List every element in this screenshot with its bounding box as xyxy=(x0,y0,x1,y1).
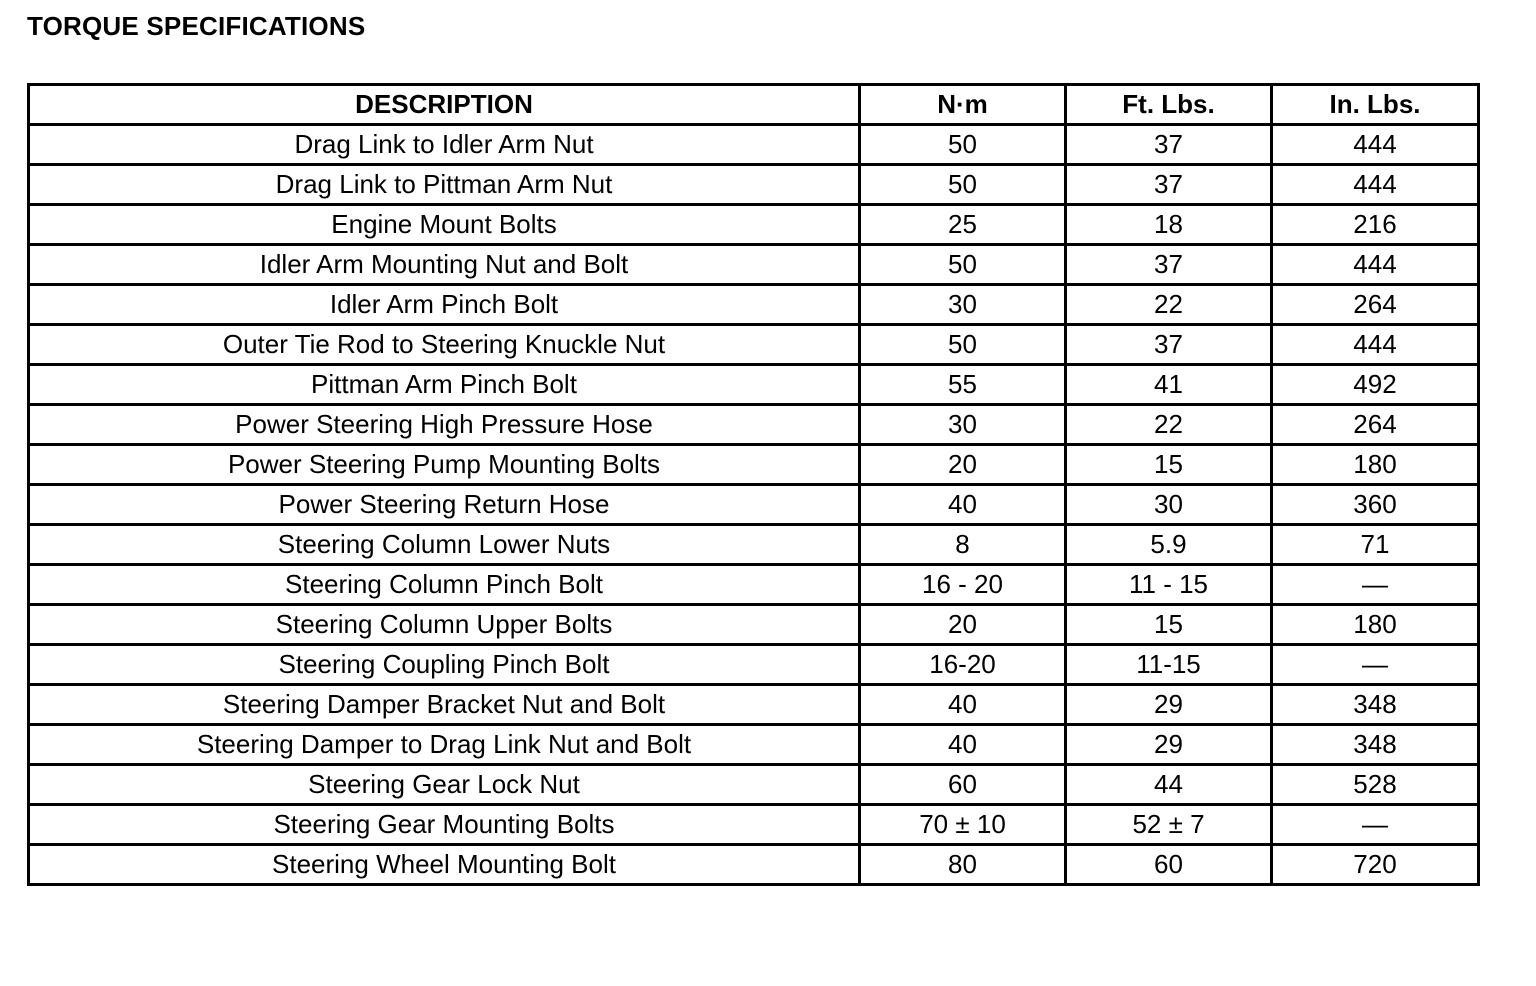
description-cell: Power Steering High Pressure Hose xyxy=(29,405,860,445)
description-cell: Power Steering Return Hose xyxy=(29,485,860,525)
in-lbs-cell: — xyxy=(1272,805,1479,845)
in-lbs-cell: 444 xyxy=(1272,245,1479,285)
ft-lbs-cell: 29 xyxy=(1066,725,1272,765)
description-cell: Idler Arm Pinch Bolt xyxy=(29,285,860,325)
nm-cell: 50 xyxy=(860,165,1066,205)
table-row xyxy=(29,245,1479,285)
in-lbs-cell: 348 xyxy=(1272,725,1479,765)
table-row xyxy=(29,645,1479,685)
ft-lbs-cell: 37 xyxy=(1066,125,1272,165)
description-cell: Steering Coupling Pinch Bolt xyxy=(29,645,860,685)
nm-cell: 50 xyxy=(860,245,1066,285)
torque-spec-table xyxy=(27,83,1480,886)
ft-lbs-cell: 30 xyxy=(1066,485,1272,525)
table-body xyxy=(29,125,1479,885)
table-row xyxy=(29,525,1479,565)
description-cell: Power Steering Pump Mounting Bolts xyxy=(29,445,860,485)
description-cell: Engine Mount Bolts xyxy=(29,205,860,245)
nm-cell: 80 xyxy=(860,845,1066,885)
ft-lbs-cell: 41 xyxy=(1066,365,1272,405)
nm-cell: 30 xyxy=(860,405,1066,445)
description-cell: Steering Wheel Mounting Bolt xyxy=(29,845,860,885)
table-row xyxy=(29,365,1479,405)
in-lbs-cell: 264 xyxy=(1272,285,1479,325)
nm-cell: 40 xyxy=(860,685,1066,725)
in-lbs-cell: 348 xyxy=(1272,685,1479,725)
column-header-nm: N·m xyxy=(860,85,1066,125)
nm-cell: 50 xyxy=(860,125,1066,165)
in-lbs-cell: — xyxy=(1272,565,1479,605)
table-row xyxy=(29,565,1479,605)
table-header-row xyxy=(29,85,1479,125)
nm-cell: 30 xyxy=(860,285,1066,325)
ft-lbs-cell: 11-15 xyxy=(1066,645,1272,685)
nm-cell: 20 xyxy=(860,445,1066,485)
table-row xyxy=(29,125,1479,165)
description-cell: Steering Gear Mounting Bolts xyxy=(29,805,860,845)
description-cell: Steering Column Upper Bolts xyxy=(29,605,860,645)
nm-cell: 25 xyxy=(860,205,1066,245)
page-title: TORQUE SPECIFICATIONS xyxy=(27,11,366,41)
in-lbs-cell: 444 xyxy=(1272,325,1479,365)
in-lbs-cell: 180 xyxy=(1272,605,1479,645)
nm-cell: 20 xyxy=(860,605,1066,645)
column-header-in-lbs: In. Lbs. xyxy=(1272,85,1479,125)
ft-lbs-cell: 15 xyxy=(1066,445,1272,485)
description-cell: Steering Damper to Drag Link Nut and Bolt xyxy=(29,725,860,765)
table-row xyxy=(29,405,1479,445)
description-cell: Drag Link to Idler Arm Nut xyxy=(29,125,860,165)
ft-lbs-cell: 37 xyxy=(1066,245,1272,285)
description-cell: Drag Link to Pittman Arm Nut xyxy=(29,165,860,205)
in-lbs-cell: 444 xyxy=(1272,125,1479,165)
description-cell: Steering Column Pinch Bolt xyxy=(29,565,860,605)
nm-cell: 60 xyxy=(860,765,1066,805)
description-cell: Steering Gear Lock Nut xyxy=(29,765,860,805)
nm-cell: 55 xyxy=(860,365,1066,405)
ft-lbs-cell: 22 xyxy=(1066,405,1272,445)
nm-cell: 40 xyxy=(860,485,1066,525)
ft-lbs-cell: 11 - 15 xyxy=(1066,565,1272,605)
table-row xyxy=(29,205,1479,245)
description-cell: Steering Damper Bracket Nut and Bolt xyxy=(29,685,860,725)
nm-cell: 50 xyxy=(860,325,1066,365)
in-lbs-cell: — xyxy=(1272,645,1479,685)
ft-lbs-cell: 15 xyxy=(1066,605,1272,645)
table-row xyxy=(29,845,1479,885)
nm-cell: 16-20 xyxy=(860,645,1066,685)
in-lbs-cell: 180 xyxy=(1272,445,1479,485)
nm-cell: 70 ± 10 xyxy=(860,805,1066,845)
table-row xyxy=(29,725,1479,765)
description-cell: Outer Tie Rod to Steering Knuckle Nut xyxy=(29,325,860,365)
ft-lbs-cell: 22 xyxy=(1066,285,1272,325)
table-row xyxy=(29,685,1479,725)
ft-lbs-cell: 37 xyxy=(1066,165,1272,205)
nm-cell: 16 - 20 xyxy=(860,565,1066,605)
ft-lbs-cell: 52 ± 7 xyxy=(1066,805,1272,845)
ft-lbs-cell: 18 xyxy=(1066,205,1272,245)
column-header-ft-lbs: Ft. Lbs. xyxy=(1066,85,1272,125)
in-lbs-cell: 492 xyxy=(1272,365,1479,405)
table-row xyxy=(29,165,1479,205)
ft-lbs-cell: 37 xyxy=(1066,325,1272,365)
nm-cell: 40 xyxy=(860,725,1066,765)
in-lbs-cell: 444 xyxy=(1272,165,1479,205)
description-cell: Idler Arm Mounting Nut and Bolt xyxy=(29,245,860,285)
description-cell: Steering Column Lower Nuts xyxy=(29,525,860,565)
table-row xyxy=(29,445,1479,485)
table-row xyxy=(29,805,1479,845)
in-lbs-cell: 264 xyxy=(1272,405,1479,445)
in-lbs-cell: 216 xyxy=(1272,205,1479,245)
table-row xyxy=(29,485,1479,525)
ft-lbs-cell: 60 xyxy=(1066,845,1272,885)
in-lbs-cell: 528 xyxy=(1272,765,1479,805)
table-row xyxy=(29,325,1479,365)
ft-lbs-cell: 5.9 xyxy=(1066,525,1272,565)
in-lbs-cell: 720 xyxy=(1272,845,1479,885)
nm-cell: 8 xyxy=(860,525,1066,565)
table-row xyxy=(29,765,1479,805)
ft-lbs-cell: 44 xyxy=(1066,765,1272,805)
table-row xyxy=(29,285,1479,325)
table-row xyxy=(29,605,1479,645)
in-lbs-cell: 71 xyxy=(1272,525,1479,565)
in-lbs-cell: 360 xyxy=(1272,485,1479,525)
ft-lbs-cell: 29 xyxy=(1066,685,1272,725)
description-cell: Pittman Arm Pinch Bolt xyxy=(29,365,860,405)
column-header-description: DESCRIPTION xyxy=(29,85,860,125)
